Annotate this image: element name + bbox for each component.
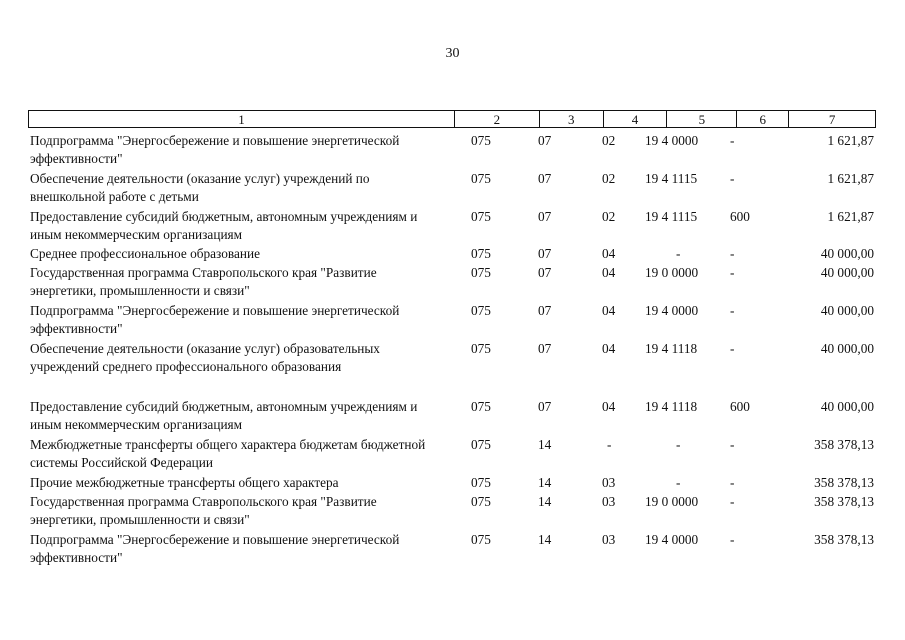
cell-col-2: 075	[471, 399, 491, 414]
cell-col-6: -	[730, 494, 735, 509]
cell-col-7: 358 378,13	[814, 532, 874, 547]
cell-col-5: 19 4 0000	[645, 303, 699, 318]
cell-col-3: 14	[538, 532, 552, 547]
cell-col-5: 19 4 1115	[645, 209, 698, 224]
cell-col-7: 40 000,00	[820, 399, 874, 414]
cell-col-5: 19 4 0000	[645, 133, 699, 148]
table-row	[30, 436, 876, 472]
column-header-6: 6	[737, 111, 789, 127]
table-row	[30, 264, 876, 300]
cell-col-4: 03	[602, 475, 616, 490]
cell-col-7: 1 621,87	[827, 171, 874, 186]
cell-col-4: 02	[602, 209, 616, 224]
cell-col-2: 075	[471, 303, 491, 318]
cell-col-2: 075	[471, 532, 491, 547]
column-header-2: 2	[455, 111, 540, 127]
cell-col-2: 075	[471, 171, 491, 186]
row-name: Предоставление субсидий бюджетным, автономным учреждениям и иным некоммерческим организациям	[30, 399, 418, 432]
cell-col-2: 075	[471, 246, 491, 261]
cell-col-6: -	[730, 532, 735, 547]
cell-col-4: 04	[602, 246, 616, 261]
cell-col-3: 07	[538, 265, 552, 280]
cell-col-6: -	[730, 437, 735, 452]
cell-col-5: 19 0 0000	[645, 265, 699, 280]
row-name: Государственная программа Ставропольского края "Развитие энергетики, промышленности и связи"	[30, 494, 377, 527]
cell-col-6: 600	[730, 209, 750, 224]
cell-col-6: -	[730, 303, 735, 318]
cell-col-3: 07	[538, 341, 552, 356]
row-name: Подпрограмма "Энергосбережение и повышение энергетической эффективности"	[30, 303, 400, 336]
cell-col-6: 600	[730, 399, 750, 414]
cell-col-7: 40 000,00	[820, 341, 874, 356]
cell-col-7: 358 378,13	[814, 494, 874, 509]
cell-col-6: -	[730, 341, 735, 356]
row-name: Подпрограмма "Энергосбережение и повышение энергетической эффективности"	[30, 532, 400, 565]
table-row	[30, 170, 876, 206]
cell-col-7: 1 621,87	[827, 209, 874, 224]
cell-col-5: 19 0 0000	[645, 494, 699, 509]
cell-col-5: -	[676, 246, 681, 261]
table-row	[30, 531, 876, 567]
cell-col-2: 075	[471, 209, 491, 224]
row-name: Обеспечение деятельности (оказание услуг) учреждений по внешкольной работе с детьми	[30, 171, 370, 204]
cell-col-3: 07	[538, 303, 552, 318]
cell-col-6: -	[730, 265, 735, 280]
cell-col-4: 04	[602, 303, 616, 318]
cell-col-3: 07	[538, 209, 552, 224]
cell-col-5: -	[676, 475, 681, 490]
table-row	[30, 474, 876, 492]
row-name: Среднее профессиональное образование	[30, 246, 260, 261]
cell-col-6: -	[730, 133, 735, 148]
cell-col-7: 40 000,00	[820, 246, 874, 261]
cell-col-3: 07	[538, 246, 552, 261]
cell-col-3: 07	[538, 171, 552, 186]
cell-col-6: -	[730, 171, 735, 186]
cell-col-7: 1 621,87	[827, 133, 874, 148]
table-row	[30, 302, 876, 338]
cell-col-3: 07	[538, 133, 552, 148]
cell-col-4: 04	[602, 399, 616, 414]
cell-col-4: 02	[602, 133, 616, 148]
table-row	[30, 340, 876, 376]
cell-col-6: -	[730, 475, 735, 490]
row-name: Государственная программа Ставропольского края "Развитие энергетики, промышленности и связи"	[30, 265, 377, 298]
cell-col-4: 03	[602, 532, 616, 547]
cell-col-4: 04	[602, 341, 616, 356]
column-header-1: 1	[29, 111, 455, 127]
table-row	[30, 493, 876, 529]
cell-col-5: 19 4 1115	[645, 171, 698, 186]
cell-col-4: 04	[602, 265, 616, 280]
cell-col-5: -	[676, 437, 681, 452]
column-header-7: 7	[828, 111, 836, 127]
cell-col-5: 19 4 1118	[645, 341, 698, 356]
page-number: 30	[445, 46, 460, 61]
cell-col-4: -	[607, 437, 612, 452]
cell-col-3: 14	[538, 437, 552, 452]
cell-col-3: 14	[538, 494, 552, 509]
cell-col-4: 03	[602, 494, 616, 509]
row-name: Межбюджетные трансферты общего характера бюджетам бюджетной системы Российской Федерации	[30, 437, 426, 470]
column-header-3: 3	[540, 111, 604, 127]
cell-col-7: 358 378,13	[814, 437, 874, 452]
cell-col-4: 02	[602, 171, 616, 186]
column-header-4: 4	[604, 111, 668, 127]
cell-col-2: 075	[471, 475, 491, 490]
row-name: Подпрограмма "Энергосбережение и повышение энергетической эффективности"	[30, 133, 400, 166]
cell-col-6: -	[730, 246, 735, 261]
cell-col-2: 075	[471, 133, 491, 148]
table-header-row	[28, 110, 876, 128]
cell-col-7: 40 000,00	[820, 265, 874, 280]
cell-col-7: 40 000,00	[820, 303, 874, 318]
cell-col-2: 075	[471, 494, 491, 509]
table-row	[30, 132, 876, 168]
cell-col-5: 19 4 1118	[645, 399, 698, 414]
cell-col-2: 075	[471, 341, 491, 356]
cell-col-2: 075	[471, 265, 491, 280]
table-row	[30, 245, 876, 263]
cell-col-3: 14	[538, 475, 552, 490]
column-header-5: 5	[667, 111, 737, 127]
cell-col-3: 07	[538, 399, 552, 414]
table-row	[30, 398, 876, 434]
row-name: Прочие межбюджетные трансферты общего характера	[30, 475, 339, 490]
cell-col-5: 19 4 0000	[645, 532, 699, 547]
cell-col-7: 358 378,13	[814, 475, 874, 490]
table-body	[30, 132, 876, 567]
row-name: Обеспечение деятельности (оказание услуг) образовательных учреждений среднего профессионального образования	[30, 341, 380, 374]
row-name: Предоставление субсидий бюджетным, автономным учреждениям и иным некоммерческим организациям	[30, 209, 418, 242]
cell-col-2: 075	[471, 437, 491, 452]
table-row	[30, 208, 876, 244]
